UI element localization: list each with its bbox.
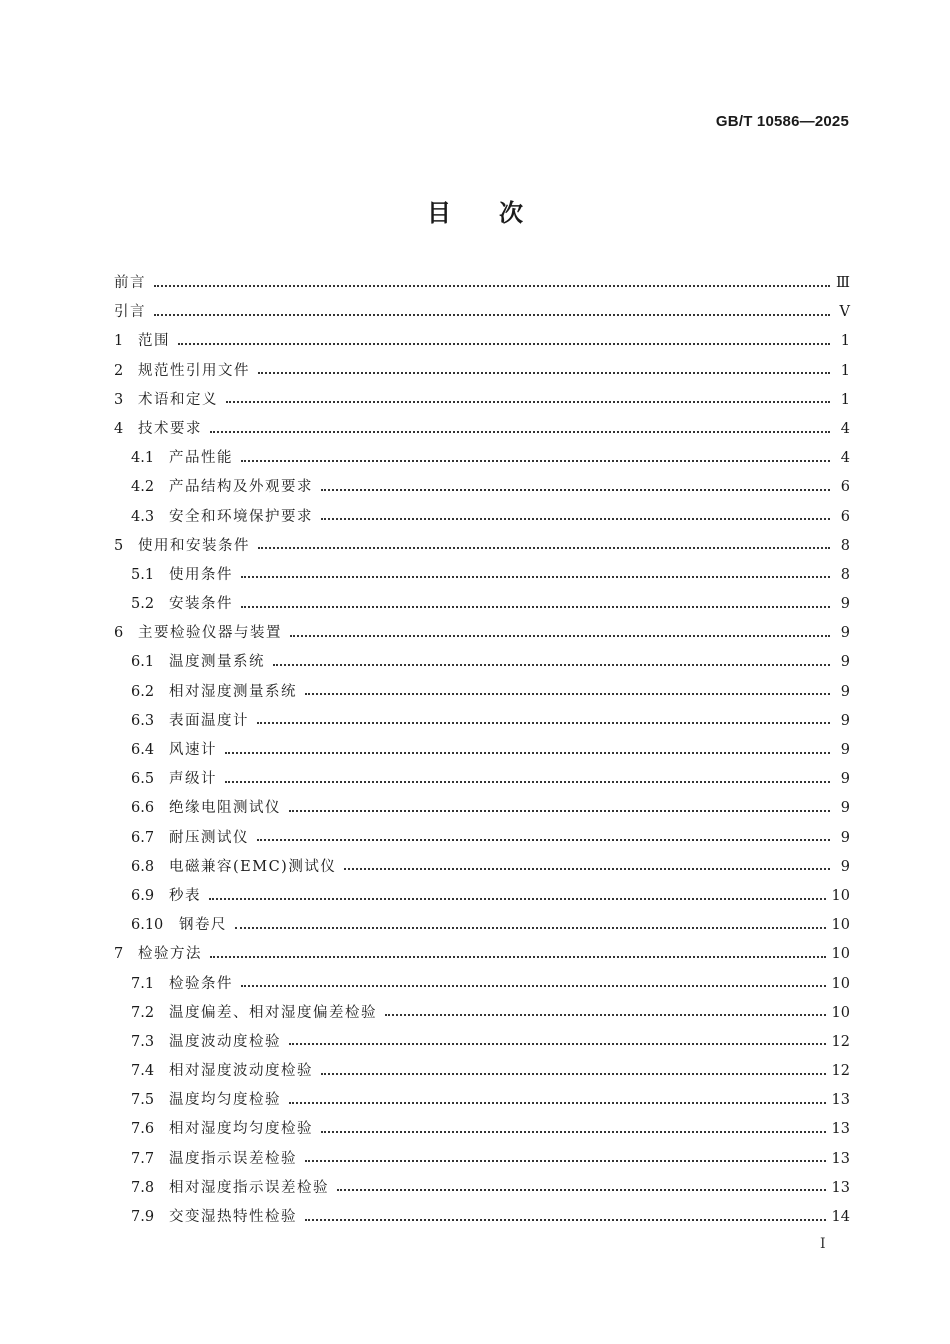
toc-entry[interactable] [114,1115,850,1144]
toc-entry-label: 温度波动度检验 [169,1033,281,1050]
toc-entry-label: 温度测量系统 [169,654,265,671]
toc-entry-number: 7.6 [131,1121,155,1138]
toc-entry-page: 12 [831,1033,850,1050]
toc-entry-page: 10 [831,887,850,904]
toc-entry-label: 范围 [138,333,170,350]
toc-entry-label: 秒表 [169,887,201,904]
toc-entry-page: 10 [831,917,850,934]
toc-entry-number: 6.9 [131,887,155,904]
toc-entry-page: 6 [840,479,850,496]
dot-leader [321,1073,826,1075]
dot-leader [257,722,830,724]
toc-entry-number: 5.1 [131,566,155,583]
toc-entry-label: 温度均匀度检验 [169,1092,281,1109]
dot-leader [226,401,830,403]
toc-entry-page: 8 [840,566,850,583]
toc-entry-number: 7.3 [131,1033,155,1050]
toc-entry-label: 检验条件 [169,975,233,992]
toc-entry[interactable] [114,999,850,1028]
toc-entry-label: 检验方法 [138,946,202,963]
toc-entry[interactable] [114,269,850,298]
toc-entry[interactable] [114,882,850,911]
toc-entry-label: 引言 [114,304,146,321]
toc-entry-label: 表面温度计 [169,712,249,729]
toc-entry-number: 6.3 [131,712,155,729]
toc-entry-number: 7.9 [131,1209,155,1225]
toc-entry[interactable] [114,794,850,823]
toc-entry[interactable] [114,357,850,386]
toc-entry-number: 6.6 [131,800,155,817]
dot-leader [241,985,826,987]
toc-entry[interactable] [114,444,850,473]
dot-leader [209,898,826,900]
dot-leader [257,839,830,841]
toc-entry[interactable] [114,853,850,882]
toc-entry-number: 7.4 [131,1063,155,1080]
toc-entry-label: 术语和定义 [138,391,218,408]
toc-entry-page: 13 [831,1150,850,1167]
dot-leader [154,285,830,287]
table-of-contents [114,269,850,1232]
toc-entry-page: 1 [840,391,850,408]
toc-entry-number: 6 [114,625,124,642]
toc-entry[interactable] [114,765,850,794]
toc-entry-label: 风速计 [169,742,217,758]
toc-entry-page: 1 [840,362,850,379]
toc-entry-page: 1 [840,333,850,350]
toc-entry-page: 8 [840,537,850,554]
toc-entry-number: 4 [114,420,124,437]
toc-entry-page: 9 [840,742,850,758]
toc-entry-label: 相对湿度波动度检验 [169,1063,313,1080]
toc-entry-page: 10 [831,1004,850,1021]
dot-leader [241,576,830,578]
toc-entry-label: 电磁兼容(EMC)测试仪 [169,858,337,875]
toc-entry-label: 耐压测试仪 [169,829,249,846]
toc-entry-page: 9 [840,683,850,700]
toc-entry-page: 9 [840,654,850,671]
toc-entry-label: 温度指示误差检验 [169,1150,297,1167]
dot-leader [305,1219,826,1221]
dot-leader [225,752,830,754]
toc-entry-label: 技术要求 [138,420,202,437]
toc-entry-label: 交变湿热特性检验 [169,1209,297,1225]
toc-entry-label: 产品性能 [169,450,233,467]
standard-code: GB/T 10586—2025 [715,113,849,130]
dot-leader [321,518,830,520]
toc-entry-number: 7.5 [131,1092,155,1109]
toc-entry-number: 7.1 [131,975,155,992]
toc-entry-number: 6.5 [131,771,155,788]
toc-entry-number: 4.2 [131,479,155,496]
toc-entry[interactable] [114,298,850,327]
toc-entry-label: 声级计 [169,771,217,788]
toc-entry[interactable] [114,590,850,619]
dot-leader [289,810,830,812]
toc-entry-page: Ⅲ [836,275,850,291]
toc-entry-number: 7.7 [131,1150,155,1167]
dot-leader [290,635,830,637]
toc-entry-page: 13 [831,1179,850,1196]
dot-leader [289,1043,826,1045]
toc-entry[interactable] [114,1028,850,1057]
toc-entry[interactable] [114,561,850,590]
dot-leader [241,460,830,462]
dot-leader [154,314,830,316]
dot-leader [258,547,830,549]
toc-entry-number: 1 [114,333,124,350]
dot-leader [344,868,830,870]
toc-entry-number: 6.10 [131,917,164,934]
toc-entry-page: 10 [831,975,850,992]
toc-entry-number: 7.2 [131,1004,155,1021]
toc-entry-page: 9 [840,596,850,613]
dot-leader [241,606,830,608]
toc-entry-page: 12 [831,1063,850,1080]
toc-entry-label: 前言 [114,275,146,291]
toc-entry-number: 7 [114,946,124,963]
dot-leader [178,343,830,345]
toc-entry-page: 6 [840,508,850,525]
toc-entry-label: 绝缘电阻测试仪 [169,800,281,817]
toc-entry-label: 相对湿度均匀度检验 [169,1121,313,1138]
toc-title: 目次 [427,199,571,227]
toc-entry[interactable] [114,415,850,444]
toc-entry[interactable] [114,678,850,707]
toc-entry[interactable] [114,327,850,356]
toc-entry-page: 9 [840,800,850,817]
dot-leader [273,664,830,666]
dot-leader [210,431,830,433]
toc-entry-page: 13 [831,1121,850,1138]
toc-entry[interactable] [114,1057,850,1086]
dot-leader [210,956,826,958]
toc-entry-page: 4 [840,450,850,467]
toc-entry-number: 6.1 [131,654,155,671]
toc-entry-number: 5.2 [131,596,155,613]
dot-leader [385,1014,826,1016]
dot-leader [305,693,830,695]
toc-entry-page: 9 [840,625,850,642]
toc-entry-number: 3 [114,391,124,408]
toc-entry-label: 钢卷尺 [179,917,227,934]
toc-entry[interactable] [114,619,850,648]
toc-entry-label: 相对湿度指示误差检验 [169,1179,329,1196]
toc-entry-page: 4 [840,420,850,437]
dot-leader [305,1160,826,1162]
toc-entry-label: 安装条件 [169,596,233,613]
toc-entry[interactable] [114,940,850,969]
toc-entry[interactable] [114,503,850,532]
toc-entry-number: 4.1 [131,450,155,467]
toc-entry[interactable] [114,1145,850,1174]
toc-entry-page: 9 [840,712,850,729]
dot-leader [337,1189,826,1191]
toc-entry[interactable] [114,911,850,940]
toc-entry[interactable] [114,1203,850,1232]
toc-entry-label: 安全和环境保护要求 [169,508,313,525]
toc-entry-number: 6.8 [131,858,155,875]
toc-entry-label: 主要检验仪器与装置 [138,625,282,642]
toc-entry[interactable] [114,386,850,415]
toc-entry-number: 6.4 [131,742,155,758]
toc-entry[interactable] [114,824,850,853]
page-folio: Ⅰ [820,1236,826,1252]
dot-leader [235,927,826,929]
dot-leader [289,1102,826,1104]
toc-entry[interactable] [114,707,850,736]
toc-entry[interactable] [114,736,850,765]
toc-entry-label: 温度偏差、相对湿度偏差检验 [169,1004,377,1021]
dot-leader [225,781,830,783]
toc-entry[interactable] [114,648,850,677]
dot-leader [258,372,830,374]
toc-entry[interactable] [114,473,850,502]
toc-entry-number: 2 [114,362,124,379]
toc-entry[interactable] [114,532,850,561]
toc-entry-number: 6.7 [131,829,155,846]
toc-entry-label: 使用和安装条件 [138,537,250,554]
toc-entry-page: Ⅴ [839,304,850,321]
toc-entry[interactable] [114,970,850,999]
toc-entry-page: 9 [840,829,850,846]
toc-entry[interactable] [114,1174,850,1203]
toc-entry-page: 10 [831,946,850,963]
toc-entry-label: 规范性引用文件 [138,362,250,379]
toc-entry-page: 14 [831,1209,850,1225]
toc-entry-label: 使用条件 [169,566,233,583]
toc-entry[interactable] [114,1086,850,1115]
toc-entry-number: 4.3 [131,508,155,525]
toc-entry-number: 5 [114,537,124,554]
toc-entry-number: 6.2 [131,683,155,700]
toc-entry-label: 相对湿度测量系统 [169,683,297,700]
toc-entry-label: 产品结构及外观要求 [169,479,313,496]
toc-entry-number: 7.8 [131,1179,155,1196]
dot-leader [321,489,830,491]
dot-leader [321,1131,826,1133]
toc-entry-page: 9 [840,858,850,875]
toc-entry-page: 13 [831,1092,850,1109]
toc-entry-page: 9 [840,771,850,788]
